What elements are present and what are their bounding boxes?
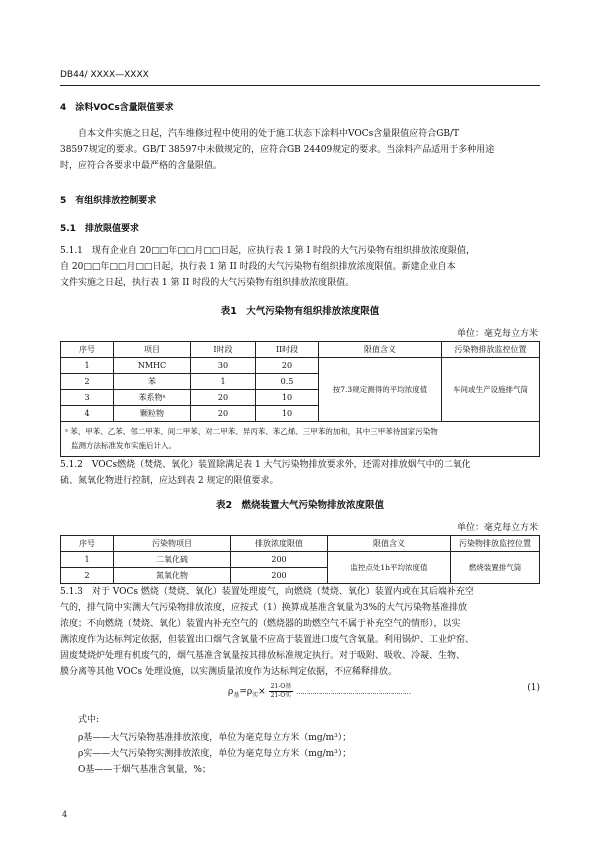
clause-5-1-3-line-1: 5.1.3 对于 VOCs 燃烧（焚烧、氧化）装置处理废气，向燃烧（焚烧、氧化）装置内或在其后端补充空 — [60, 587, 474, 597]
clause-5-1-1-line-2: 自 20□□年□□月□□日起，执行表 1 第 II 时段的大气污染物有组织排放浓度限值。新建企业自本 — [60, 262, 456, 272]
table-1-header-cell: II时段 — [256, 342, 319, 358]
formula-denominator: 21-O实 — [270, 692, 292, 699]
table-1-title: 表1 大气污染物有组织排放浓度限值 — [220, 306, 380, 317]
table-cell: 20 — [191, 406, 256, 422]
doc-code-header: DB44/ XXXX—XXXX — [60, 70, 149, 80]
clause-5-1-1-line-1: 5.1.1 现有企业自 20□□年□□月□□日起，应执行表 1 第 I 时段的大气污染物有组织排放浓度限值， — [60, 246, 475, 256]
table-cell: 二氧化硫 — [114, 552, 231, 568]
table-1-note-row — [61, 422, 540, 457]
table-2-header-cell: 序号 — [61, 536, 114, 552]
clause-5-1-2-line-2: 硫、氮氧化物进行控制，应达到表 2 规定的限值要求。 — [60, 476, 279, 486]
clause-5-1-3 — [60, 584, 540, 680]
clause-5-1-1-line-3: 文件实施之日起，执行表 1 第 II 时段的大气污染物有组织排放浓度限值。 — [60, 278, 355, 288]
clause-5-1-3-line-5: 固废焚烧炉处理有机废气的，烟气基准含氧量按其排放标准规定执行。对于吸附、吸收、冷凝、生物、 — [60, 651, 466, 661]
definition-item: ρ基——大气污染物基准排放浓度，单位为毫克每立方米（mg/m³）； — [78, 733, 352, 743]
table-2-header-cell: 污染物项目 — [114, 536, 231, 552]
section-4-line-1: 自本文件实施之日起，汽车维修过程中使用的处于施工状态下涂料中VOCs含量限值应符合GB/T — [78, 129, 460, 139]
definition-item: O基——干烟气基准含氧量，%； — [78, 765, 211, 775]
table-row — [61, 358, 540, 374]
formula-numerator: 21-O基 — [270, 683, 292, 690]
table-cell: 2 — [61, 374, 114, 390]
section-4-line-2: 38597规定的要求。GB/T 38597中未做规定的，应符合GB 24409规定的要求。当涂料产品适用于多种用途 — [60, 145, 495, 155]
clause-5-1-2-line-1: 5.1.2 VOCs燃烧（焚烧、氧化）装置除满足表 1 大气污染物排放要求外，还需对排放烟气中的二氧化 — [60, 460, 471, 470]
clause-5-1-2 — [60, 457, 540, 489]
section-4-paragraph — [60, 126, 540, 174]
formula-rhs-sub: 实 — [252, 691, 259, 699]
clause-5-1-3-line-3: 浓度；不向燃烧（焚烧、氧化）装置内补充空气的（燃烧器的助燃空气不属于补充空气的情形），以实 — [60, 619, 461, 629]
table-cell: 4 — [61, 406, 114, 422]
table-cell: 20 — [256, 358, 319, 374]
table-1-note-line-1: ᵃ 苯、甲苯、乙苯、邻二甲苯、间二甲苯、对二甲苯、异丙苯、苯乙烯、三甲苯的加和，其中三甲苯待国家污染物 — [65, 427, 438, 436]
table-row — [61, 552, 540, 568]
table-1-header-cell: I时段 — [191, 342, 256, 358]
table-2-header-cell: 限值含义 — [328, 536, 451, 552]
table-1-unit: 单位：毫克每立方米 — [456, 329, 538, 339]
limit-meaning-cell: 按7.3规定测得的平均浓度值 — [319, 358, 442, 422]
table-cell: 1 — [61, 358, 114, 374]
formula-lhs-sub: 基 — [233, 691, 240, 699]
table-1-note-line-2: 监测方法标准发布实施后计入。 — [71, 441, 176, 450]
monitor-location-cell: 燃烧装置排气筒 — [451, 552, 540, 584]
table-cell: 20 — [191, 390, 256, 406]
clause-5-1-3-line-2: 气的，排气筒中实测大气污染物排放浓度，应按式（1）换算成基准含氧量为3%的大气污染物基准排放 — [60, 603, 468, 613]
clause-5-1-3-line-4: 测浓度作为达标判定依据，但装置出口烟气含氧量不应高于装置进口废气含氧量。利用锅炉、工业炉窑、 — [60, 635, 475, 645]
table-cell: 苯 — [114, 374, 191, 390]
table-2-header-cell: 污染物排放监控位置 — [451, 536, 540, 552]
table-cell: 200 — [231, 568, 328, 584]
table-cell: 1 — [61, 552, 114, 568]
table-cell: 2 — [61, 568, 114, 584]
formula-eq: =ρ — [239, 687, 253, 697]
table-cell: 10 — [256, 390, 319, 406]
where-title: 式中: — [78, 715, 100, 725]
table-1-header-cell: 序号 — [61, 342, 114, 358]
section-4-title: 4 涂料VOCs含量限值要求 — [60, 103, 174, 113]
table-2-unit: 单位：毫克每立方米 — [456, 523, 538, 533]
table-cell: 30 — [191, 358, 256, 374]
table-1-note — [61, 422, 540, 457]
formula-times: × — [258, 687, 266, 697]
table-cell: 颗粒物 — [114, 406, 191, 422]
page-number: 4 — [62, 810, 68, 819]
table-cell: 苯系物ᵃ — [114, 390, 191, 406]
table-cell: 10 — [256, 406, 319, 422]
section-5-1-title: 5.1 排放限值要求 — [60, 224, 139, 234]
symbol-definitions — [78, 712, 538, 778]
clause-5-1-1 — [60, 243, 540, 291]
table-cell: 氮氧化物 — [114, 568, 231, 584]
table-cell: NMHC — [114, 358, 191, 374]
table-cell: 0.5 — [256, 374, 319, 390]
section-5-title: 5 有组织排放控制要求 — [60, 196, 157, 206]
table-2-title: 表2 燃烧装置大气污染物排放浓度限值 — [215, 500, 385, 511]
section-4-line-3: 时，应符合各要求中最严格的含量限值。 — [60, 161, 223, 171]
clause-5-1-3-line-6: 膜分离等其他 VOCs 处理设施，以实测质量浓度作为达标判定依据，不应稀释排放。 — [60, 667, 397, 677]
table-2 — [60, 535, 540, 584]
limit-meaning-cell: 监控点处1h平均浓度值 — [328, 552, 451, 584]
table-2-header-row — [61, 536, 540, 552]
table-cell: 1 — [191, 374, 256, 390]
table-cell: 200 — [231, 552, 328, 568]
table-1-header-cell: 污染物排放监控位置 — [442, 342, 540, 358]
definition-item: ρ实——大气污染物实测排放浓度，单位为毫克每立方米（mg/m³）； — [78, 749, 352, 759]
header-rule — [60, 85, 540, 86]
table-1-header-row — [61, 342, 540, 358]
formula-lhs: ρ — [228, 687, 234, 697]
formula-number: (1) — [527, 683, 540, 693]
table-cell: 3 — [61, 390, 114, 406]
formula-fraction — [269, 683, 294, 700]
table-2-header-cell: 排放浓度限值 — [231, 536, 328, 552]
table-1-header-cell: 项目 — [114, 342, 191, 358]
formula-1 — [228, 683, 540, 700]
monitor-location-cell: 车间或生产设施排气筒 — [442, 358, 540, 422]
table-1 — [60, 341, 540, 457]
formula-leader-dots: ………………………………………………… — [296, 688, 411, 696]
table-1-header-cell: 限值含义 — [319, 342, 442, 358]
